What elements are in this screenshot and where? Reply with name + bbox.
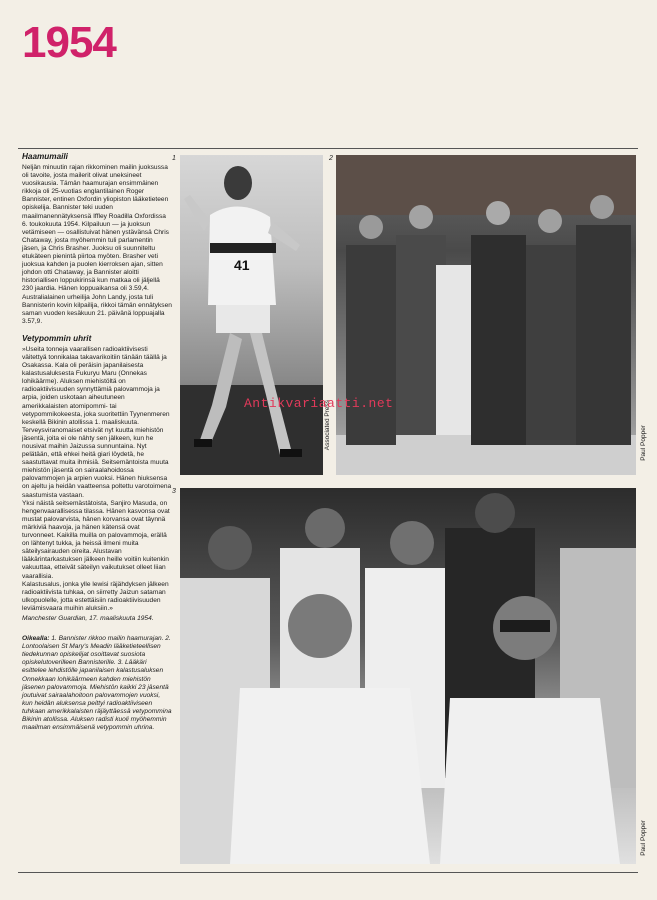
section-body-4: Kalastusalus, jonka ylle lewisi räjähdyksen jälkeen radioaktiivista tuhkaa, on siirretty Jaizun sataman ulkopuolelle, jotta estettäisiin radioaktiivisuuden leviämisvaara muihin aluksiin.» — [22, 580, 169, 612]
photo-students-cheering — [336, 155, 636, 475]
photo-caption — [22, 635, 172, 732]
caption-lead: Oikealla: — [22, 635, 50, 643]
fishermen-silhouette — [180, 488, 636, 864]
top-rule — [18, 148, 638, 149]
photo-number-2: 2 — [329, 155, 333, 162]
credit-paul-popper-top: Paul Popper — [640, 425, 647, 461]
credit-paul-popper-bottom: Paul Popper — [640, 820, 647, 856]
section-title-vetypommi: Vetypommin uhrit — [22, 333, 92, 343]
runner-bib-number: 41 — [234, 257, 250, 273]
bottom-rule — [18, 872, 638, 873]
page-year: 1954 — [22, 18, 116, 67]
credit-associated-press: Associated Press — [324, 400, 331, 451]
caption-text: 1. Bannister rikkoo mailin haamurajan. 2. Lontoolaisen St Mary's Meadin lääketieteellisen tiedekunnan opiskelijat osoittavat suosiota opiskelutoverilleen Bannisterille. 3. Lääkäri esittelee lehdistölle japanilaisen kalastusaluksen Onnekkaan lohikäärmeen kahden miehistön jäsenen palovammoja. Miehistön kaikki 23 jäsentä joutuivat sairaalahoitoon palovammojen vuoksi, kun heidän aluksensa peittyi radioaktiiviseen tuhkaan amerikkalaisten räjäyttäessä vetypommina Bikinin atollissa. Aluksen radisti kuoli myöhemmin maailman ensimmäisenä vetypommin uhrina. — [22, 635, 172, 732]
section-body-1: »Useita tonneja vaarallisen radioaktiivisesti väitettyä tonnikalaa takavarikoitiin tänään täällä ja Osakassa. Kala oli peräisin japanilaisesta kalastusaluksesta Fukuryu Maru (Onnekas lohikäärme). Aluksen miehistöltä on radioaktiivisuuden synnyttämiä palovammoja ja arpia, joiden uskotaan aiheutuneen amerikkalaisten atomipommi- tai vetypommikokeesta, joka suoritettiin Tyynenmeren keskellä Bikinin atollissa 1. maaliskuuta. — [22, 345, 170, 426]
photo-fishermen-burns — [180, 488, 636, 864]
photo-number-3: 3 — [172, 488, 176, 495]
section-body-haamumaili: Neljän minuutin rajan rikkominen mailin juoksussa oli tavoite, josta mailerit olivat uneksineet vuosikausia. Tämän haamurajan ensimmäinen rikkoja oli 25-vuotias englantilainen Roger Bannister, entinen Oxfordin yliopiston lääketieteen opiskelija. Bannister teki uuden maailmanennätyksensä Iffley Roadilla Oxfordissa 6. toukokuuta 1954. Kilpailuun — ja juoksun vetämiseen — osallistuivat hänen ystävänsä Chris Chataway, josta myöhemmin tuli parlamentin jäsen, ja Chris Brasher. Juoksu oli suunniteltu etukäteen pienintä piirtoa myöten. Brasher veti juoksua kahden ja puolen kierroksen ajan, sitten johdon otti Chataway, ja Bannister aloitti historiallisen loppukirinsä kun matkaa oli jäljellä 230 jaardia. Hänen loppuaikansa oli 3.59,4. Australialainen urheilija John Landy, josta tuli Bannisterin kovin kilpailija, rikkoi tämän ennätyksen saman vuoden kesäkuun 21. päivänä loppuajalla 3.57,9. — [22, 164, 172, 325]
watermark-text: Antikvariaatti.net — [244, 396, 394, 411]
section-body-2: Terveysviranomaiset etsivät nyt kuutta miehistön jäsentä, joita ei ole nähty sen jälkeen, kun he nousivat maihin Jaizussa sunnuntaina. Nyt pelätään, että ehkei heitä giari löydetä, he saastuttavat muita ihmisiä. Seitsemäntoista muuta miehistön jäsentä on sairaalahoidossa palovammojen ja arpien vuoksi. Hänen hiuksensa on ajeltu ja heidän vaatteensa poltettu varotoimena saastumista vastaan. — [22, 426, 172, 499]
text-column — [22, 152, 172, 732]
photo-number-1: 1 — [172, 155, 176, 162]
section-title-haamumaili: Haamumaili — [22, 152, 68, 161]
quote-source: Manchester Guardian, 17. maaliskuuta 1954. — [22, 614, 154, 622]
photo-bannister-runner — [180, 155, 323, 475]
crowd-silhouette — [336, 155, 636, 475]
runner-silhouette — [180, 155, 323, 475]
section-body-3: Yksi näistä seitsemästätoista, Sanjiro Masuda, on hengenvaarallisessa tilassa. Hänen kasvonsa ovat mustat palovarvista, hänen korvansa ovat täynnä märkiviä haavoja, ja hänen kätensä ovat turvonneet. Kaikilla muilla on palovammoja, erällä on lähtenyt tukka, ja heissä ilmeni muita säteilysairauden oireita. Alustavan lääkärintarkastuksen jälkeen heille voitiin kuitenkin vakuuttaa, etteivät säteilyn vaikutukset olleet liian vaarallisia. — [22, 499, 170, 580]
